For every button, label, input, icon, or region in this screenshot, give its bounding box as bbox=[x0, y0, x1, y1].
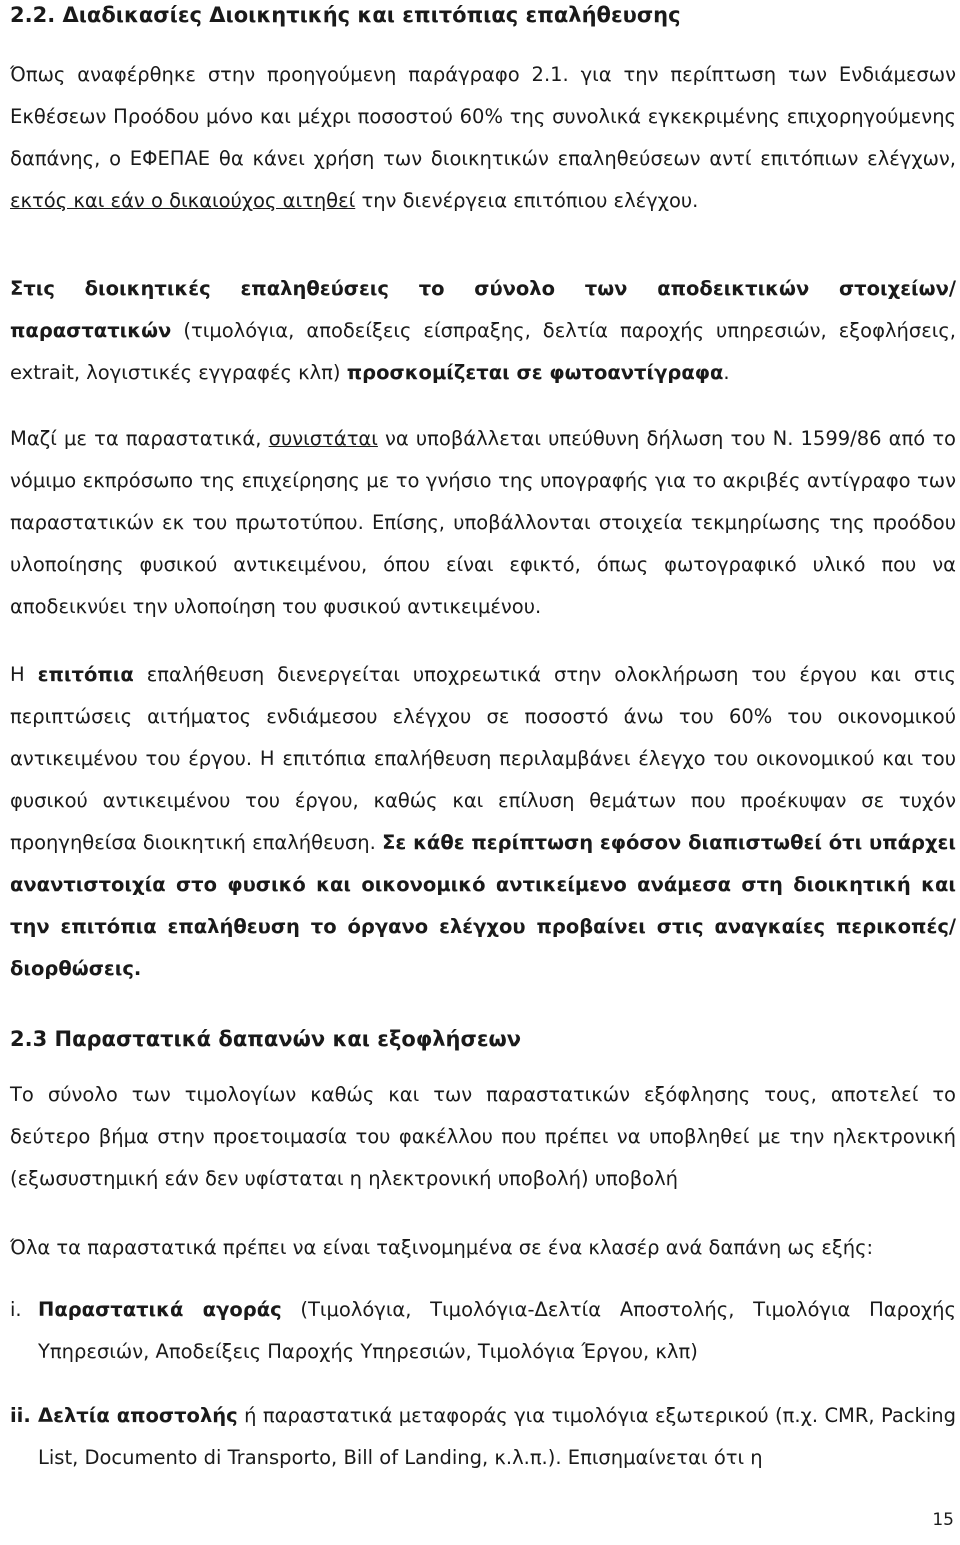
list-item-text: (Τιμολόγια, Τιμολόγια-Δελτία Αποστολής, Τιμολόγια Παροχής Υπηρεσιών, Αποδείξεις Παροχής Υπηρεσιών, Τιμολόγια Έργου, κλπ) bbox=[38, 1298, 956, 1363]
list-marker: i. bbox=[10, 1298, 22, 1321]
paragraph-text: Η bbox=[10, 663, 38, 686]
paragraph-text: Μαζί με τα παραστατικά, bbox=[10, 427, 269, 450]
list-marker: ii. bbox=[10, 1404, 31, 1427]
list-item-title: Δελτία αποστολής bbox=[38, 1404, 238, 1427]
paragraph-classification: Όλα τα παραστατικά πρέπει να είναι ταξινομημένα σε ένα κλασέρ ανά δαπάνη ως εξής: bbox=[10, 1236, 874, 1259]
bold-phrase: προσκομίζεται σε φωτοαντίγραφα bbox=[346, 361, 724, 384]
list-item-text: ή παραστατικά μεταφοράς για τιμολόγια εξωτερικού (π.χ. CMR, Packing List, Documento di Transporto, Bill of Landing, κ.λ.π.). Επισημαίνεται ότι η bbox=[38, 1404, 957, 1469]
paragraph-invoices: Το σύνολο των τιμολογίων καθώς και των παραστατικών εξόφλησης τους, αποτελεί το δεύτερο βήμα στην προετοιμασία του φακέλλου που πρέπει να υποβληθεί με την ηλεκτρονική (εξωσυστημική εάν δεν υφίσταται η ηλεκτρονική υποβολή) υποβολή bbox=[10, 1083, 956, 1190]
paragraph-text-tail: την διενέργεια επιτόπιου ελέγχου. bbox=[355, 189, 699, 212]
paragraph-administrative-verification bbox=[10, 268, 956, 394]
page-number: 15 bbox=[932, 1510, 954, 1530]
section-heading-2-3: 2.3 Παραστατικά δαπανών και εξοφλήσεων bbox=[10, 1027, 522, 1051]
paragraph-overview bbox=[10, 54, 956, 222]
paragraph-text: Όπως αναφέρθηκε στην προηγούμενη παράγραφο 2.1. για την περίπτωση των Ενδιάμεσων Εκθέσεων Προόδου μόνο και μέχρι ποσοστού 60% της συνολικά εγκεκριμένης επιχορηγούμενης δαπάνης, ο ΕΦΕΠΑΕ θα κάνει χρήση των διοικητικών επαληθεύσεων αντί επιτόπιων ελέγχων, bbox=[10, 63, 956, 170]
underlined-phrase: εκτός και εάν ο δικαιούχος αιτηθεί bbox=[10, 189, 356, 212]
paragraph-text-tail: να υποβάλλεται υπεύθυνη δήλωση του Ν. 1599/86 από το νόμιμο εκπρόσωπο της επιχείρησης με το γνήσιο της υπογραφής για το ακριβές αντίγραφο των παραστατικών εκ του πρωτοτύπου. Επίσης, υποβάλλονται στοιχεία τεκμηρίωσης της προόδου υλοποίησης φυσικού αντικειμένου, όπου είναι εφικτό, όπως φωτογραφικό υλικό που να αποδεικνύει την υλοποίηση του φυσικού αντικειμένου. bbox=[10, 427, 956, 618]
section-heading-2-2: 2.2. Διαδικασίες Διοικητικής και επιτόπιας επαλήθευσης bbox=[10, 3, 681, 27]
list-item-body bbox=[38, 1289, 956, 1373]
list-item-body bbox=[38, 1395, 956, 1479]
list-item-title: Παραστατικά αγοράς bbox=[38, 1298, 282, 1321]
paragraph-onsite-verification bbox=[10, 654, 956, 990]
paragraph-text: (τιμολόγια, αποδείξεις είσπραξης, δελτία παροχής υπηρεσιών, εξοφλήσεις, extrait, λογιστικές εγγραφές κλπ) bbox=[10, 319, 956, 384]
paragraph-text-middle: επαλήθευση διενεργείται υποχρεωτικά στην ολοκλήρωση του έργου και στις περιπτώσεις αιτήματος ενδιάμεσου ελέγχου σε ποσοστό άνω του 60% του οικονομικού αντικειμένου του έργου. Η επιτόπια επαλήθευση περιλαμβάνει έλεγχο του οικονομικού και του φυσικού αντικειμένου του έργου, καθώς και επίλυση θεμάτων που προέκυψαν σε τυχόν προηγηθείσα διοικητική επαλήθευση. bbox=[10, 663, 956, 854]
bold-word: επιτόπια bbox=[37, 663, 134, 686]
paragraph-end: . bbox=[723, 361, 730, 384]
underlined-word: συνιστάται bbox=[268, 427, 378, 450]
bold-conclusion: Σε κάθε περίπτωση εφόσον διαπιστωθεί ότι υπάρχει αναντιστοιχία στο φυσικό και οικονομικό αντικείμενο ανάμεσα στη διοικητική και την επιτόπια επαλήθευση το όργανο ελέγχου προβαίνει στις αναγκαίες περικοπές/διορθώσεις. bbox=[10, 831, 956, 980]
bold-lead: Στις διοικητικές επαληθεύσεις το σύνολο των αποδεικτικών στοιχείων/παραστατικών bbox=[10, 277, 956, 342]
paragraph-solemn-declaration bbox=[10, 418, 956, 628]
